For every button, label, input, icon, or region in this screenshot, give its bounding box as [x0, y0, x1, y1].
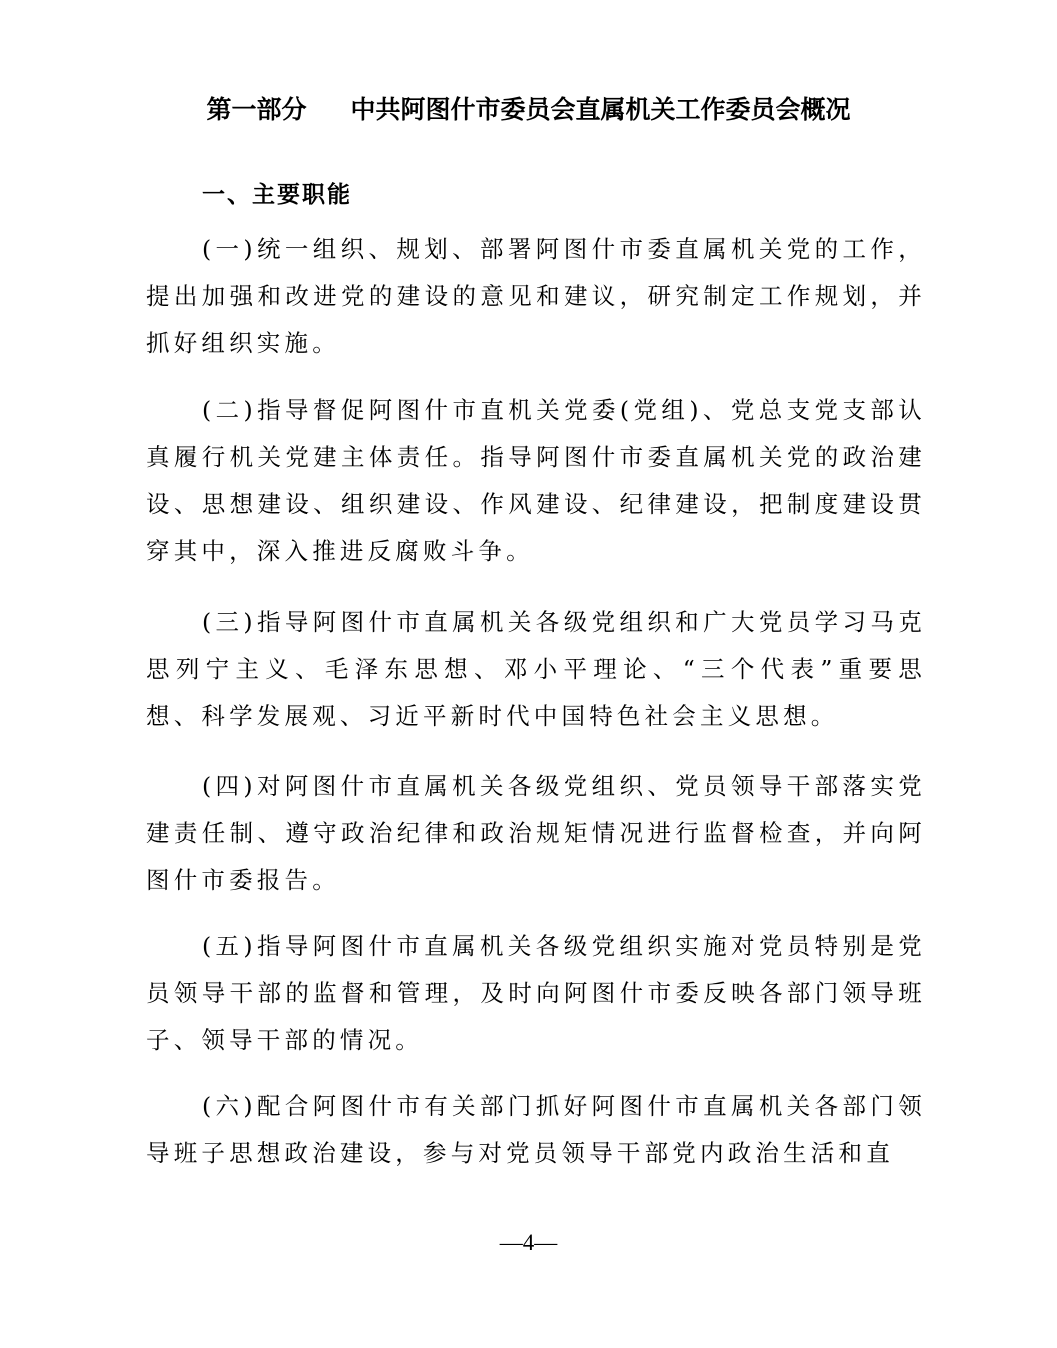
section-heading: 一、主要职能 [202, 182, 352, 208]
paragraph-1: (一)统一组织、规划、部署阿图什市委直属机关党的工作，提出加强和改进党的建设的意见和建议，研究制定工作规划，并抓好组织实施。 [146, 235, 926, 357]
paragraph-2: (二)指导督促阿图什市直机关党委(党组)、党总支党支部认真履行机关党建主体责任。指导阿图什市委直属机关党的政治建设、思想建设、组织建设、作风建设、纪律建设，把制度建设贯穿其中，深入推进反腐败斗争。 [146, 396, 926, 565]
part-label: 第一部分 [206, 95, 307, 124]
page-number: —4— [499, 1230, 558, 1255]
paragraph-6: (六)配合阿图什市有关部门抓好阿图什市直属机关各部门领导班子思想政治建设，参与对党员领导干部党内政治生活和直 [146, 1092, 926, 1167]
paragraph-3: (三)指导阿图什市直属机关各级党组织和广大党员学习马克思列宁主义、毛泽东思想、邓小平理论、“三个代表”重要思想、科学发展观、习近平新时代中国特色社会主义思想。 [146, 608, 926, 730]
part-title [0, 92, 1057, 128]
paragraph-5: (五)指导阿图什市直属机关各级党组织实施对党员特别是党员领导干部的监督和管理，及时向阿图什市委反映各部门领导班子、领导干部的情况。 [146, 932, 926, 1054]
part-title-text: 中共阿图什市委员会直属机关工作委员会概况 [350, 95, 851, 124]
paragraph-4: (四)对阿图什市直属机关各级党组织、党员领导干部落实党建责任制、遵守政治纪律和政治规矩情况进行监督检查，并向阿图什市委报告。 [146, 772, 926, 894]
